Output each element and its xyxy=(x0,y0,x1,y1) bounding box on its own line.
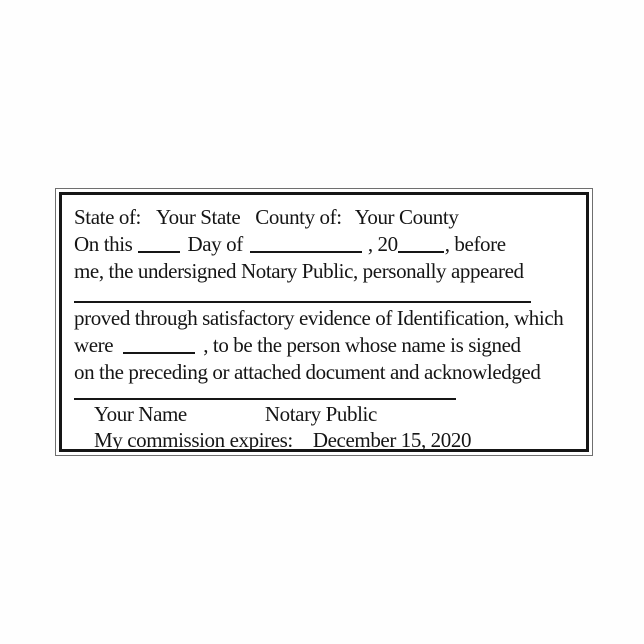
commission-label: My commission expires: xyxy=(94,428,293,452)
notary-name-row xyxy=(74,401,586,427)
notary-stamp xyxy=(55,188,593,456)
notary-name-line xyxy=(74,398,456,400)
notary-title: Notary Public xyxy=(264,402,377,426)
stamp-border-box xyxy=(59,192,589,452)
county-value: Your County xyxy=(354,205,459,229)
state-of-label: State of: xyxy=(74,205,141,229)
date-line xyxy=(74,231,586,258)
appeared-line: me, the undersigned Notary Public, personally appeared xyxy=(74,259,524,283)
commission-row xyxy=(74,427,586,453)
appeared-signature-line xyxy=(74,301,531,303)
on-this-label: On this xyxy=(74,232,133,256)
acknowledged-line: on the preceding or attached document and acknowledged xyxy=(74,360,541,384)
notary-name: Your Name xyxy=(94,402,187,426)
were-rest: , to be the person whose name is signed xyxy=(203,333,521,357)
blank-day-number xyxy=(138,239,180,253)
year-prefix: , 20 xyxy=(367,232,398,256)
were-line xyxy=(74,332,586,359)
were-label: were xyxy=(74,333,114,357)
proved-line: proved through satisfactory evidence of Identification, which xyxy=(74,306,564,330)
signature-block xyxy=(74,398,586,453)
county-of-label: County of: xyxy=(255,205,342,229)
commission-date: December 15, 2020 xyxy=(312,428,472,452)
day-of-label: Day of xyxy=(187,232,243,256)
state-county-line xyxy=(74,204,586,231)
state-value: Your State xyxy=(155,205,241,229)
before-label: , before xyxy=(444,232,506,256)
blank-year xyxy=(398,239,444,253)
blank-id-type xyxy=(123,340,195,354)
blank-month xyxy=(250,239,362,253)
